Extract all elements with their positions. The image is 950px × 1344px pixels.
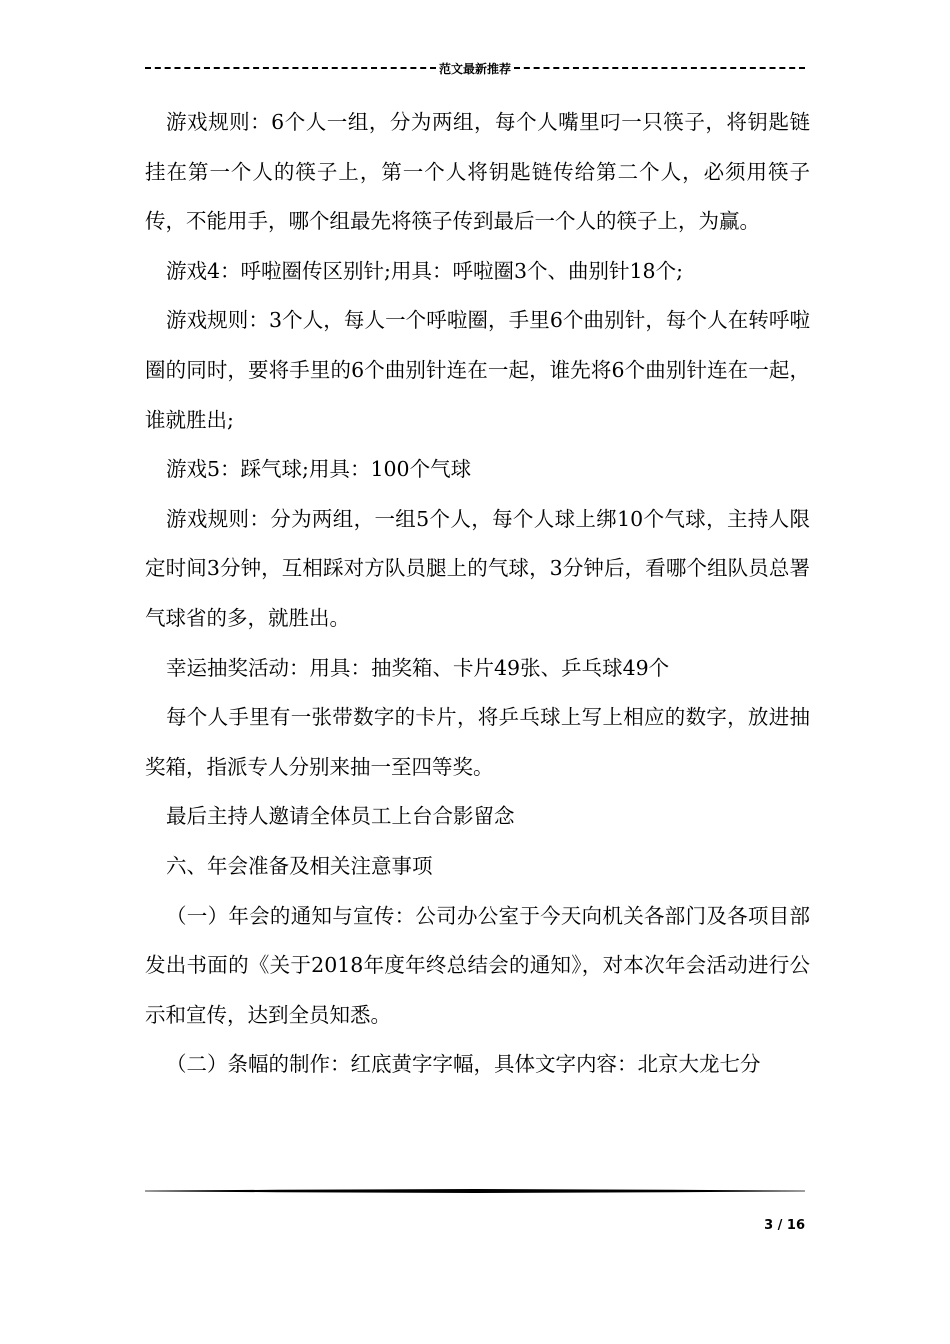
page-header (145, 58, 805, 78)
paragraph-lottery-title: 幸运抽奖活动：用具：抽奖箱、卡片49张、乒乓球49个 (166, 655, 670, 680)
paragraph-game3-rules: 游戏规则：6个人一组，分为两组，每个人嘴里叼一只筷子，将钥匙链挂在第一个人的筷子上，第一个人将钥匙链传给第二个人，必须用筷子传，不能用手，哪个组最先将筷子传到最后一个人的筷子上，为赢。 (145, 110, 810, 234)
paragraph-game5-title: 游戏5：踩气球;用具：100个气球 (166, 457, 472, 482)
paragraph-lottery-rules: 每个人手里有一张带数字的卡片，将乒乓球上写上相应的数字，放进抽奖箱，指派专人分别来抽一至四等奖。 (145, 705, 810, 779)
paragraph-group-photo: 最后主持人邀请全体员工上台合影留念 (166, 804, 515, 829)
paragraph-banner: （二）条幅的制作：红底黄字字幅，具体文字内容：北京大龙七分 (166, 1052, 761, 1077)
paragraph-game4-title: 游戏4：呼啦圈传区别针;用具：呼啦圈3个、曲别针18个; (166, 258, 683, 283)
paragraph-notice: （一）年会的通知与宣传：公司办公室于今天向机关各部门及各项目部发出书面的《关于2018年度年终总结会的通知》，对本次年会活动进行公示和宣传，达到全员知悉。 (145, 903, 810, 1027)
footer-divider (145, 1189, 805, 1193)
paragraph-game4-rules: 游戏规则：3个人，每人一个呼啦圈，手里6个曲别针，每个人在转呼啦圈的同时，要将手里的6个曲别针连在一起，谁先将6个曲别针连在一起，谁就胜出; (145, 308, 810, 432)
header-dashes-left (145, 67, 436, 69)
paragraph-game5-rules: 游戏规则：分为两组，一组5个人，每个人球上绑10个气球，主持人限定时间3分钟，互相踩对方队员腿上的气球，3分钟后，看哪个组队员总署气球省的多，就胜出。 (145, 506, 810, 630)
header-dashes-right (514, 67, 805, 69)
page-number: 3 / 16 (764, 1218, 805, 1233)
section-heading-preparation: 六、年会准备及相关注意事项 (166, 853, 433, 878)
document-body (145, 98, 810, 1090)
header-title: 范文最新推荐 (439, 61, 512, 76)
